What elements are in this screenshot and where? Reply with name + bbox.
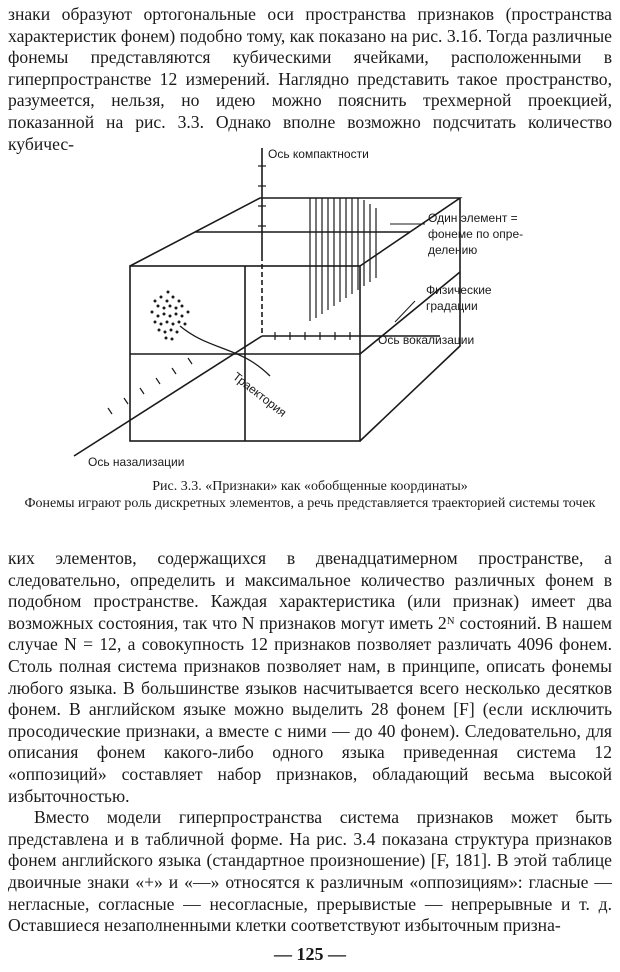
vocalization-axis-label: Ось вокализации (378, 333, 475, 347)
figure-caption (20, 478, 600, 512)
compactness-axis-label: Ось компактности (268, 147, 369, 161)
phoneme-point-cluster (151, 291, 190, 341)
nasalization-axis-label: Ось назализации (88, 455, 185, 469)
hatched-element-slice (310, 198, 376, 321)
body-paragraph-top (8, 4, 612, 155)
caption-line-1: Рис. 3.3. «Признаки» как «обобщенные координаты» (152, 479, 468, 494)
body-paragraph-bottom (8, 548, 612, 937)
paragraph-text-2: Вместо модели гиперпространства система признаков может быть представлена и в табличной форме. На рис. 3.4 показана структура признаков фонем английского языка (стандартное произношение) [F, 181]. В этой таблице двоичные знаки «+» и «—» относятся к различным «оппозициям»: гласные — негласные, согласные — несогласные, прерывистые — непрерывные и т. д. Оставшиеся незаполненными клетки соответствуют избыточным призна- (8, 807, 612, 936)
paragraph-text: знаки образуют ортогональные оси пространства признаков (пространства характеристик фонем) подобно тому, как показано на рис. 3.1б. Тогда различные фонемы представляются кубическими ячейками, расположенными в гиперпространстве 12 измерений. Наглядно представить такое пространство, разумеется, нельзя, но идею можно пояснить трехмерной проекцией, показанной на рис. 3.3. Однако вполне возможно подсчитать количество кубичес- (8, 4, 612, 154)
trajectory-label: Траектория (230, 369, 290, 420)
element-label-line3: делению (428, 243, 478, 257)
gradations-label-line2: градации (426, 299, 478, 313)
page-number: — 125 — (274, 944, 346, 964)
element-label-line2: фонеме по опре- (428, 227, 524, 241)
paragraph-text-1: ких элементов, содержащихся в двенадцатимерном пространстве, а следовательно, определить и максимальное количество различных фонем в подобном пространстве. Каждая характеристика (или признак) имеет два возможных состояния, так что N признаков могут иметь 2ᴺ состояний. В нашем случае N = 12, а совокупность 12 признаков позволяет различать 4096 фонем. Столь полная система признаков позволяет нам, в принципе, описать фонемы любого языка. В большинстве языков насчитывается всего несколько десятков фонем. В английском языке можно выделить 28 фонем [F] (если исключить просодические признаки, а вместе с ними — до 40 фонем). Следовательно, для описания фонем какого-либо одного языка приведенная система 12 «оппозиций» составляет набор признаков, обладающий весьма высокой избыточностью. (8, 548, 612, 806)
trajectory-curve (180, 326, 270, 376)
figure-3-3 (60, 146, 560, 472)
caption-line-2: Фонемы играют роль дискретных элементов, а речь представляется траекторией системы точек (24, 496, 596, 511)
gradation-ticks (108, 166, 350, 414)
phoneme-space-diagram (60, 146, 560, 472)
element-label-line1: Один элемент = (428, 211, 518, 225)
gradations-label-line1: Физические (426, 283, 492, 297)
